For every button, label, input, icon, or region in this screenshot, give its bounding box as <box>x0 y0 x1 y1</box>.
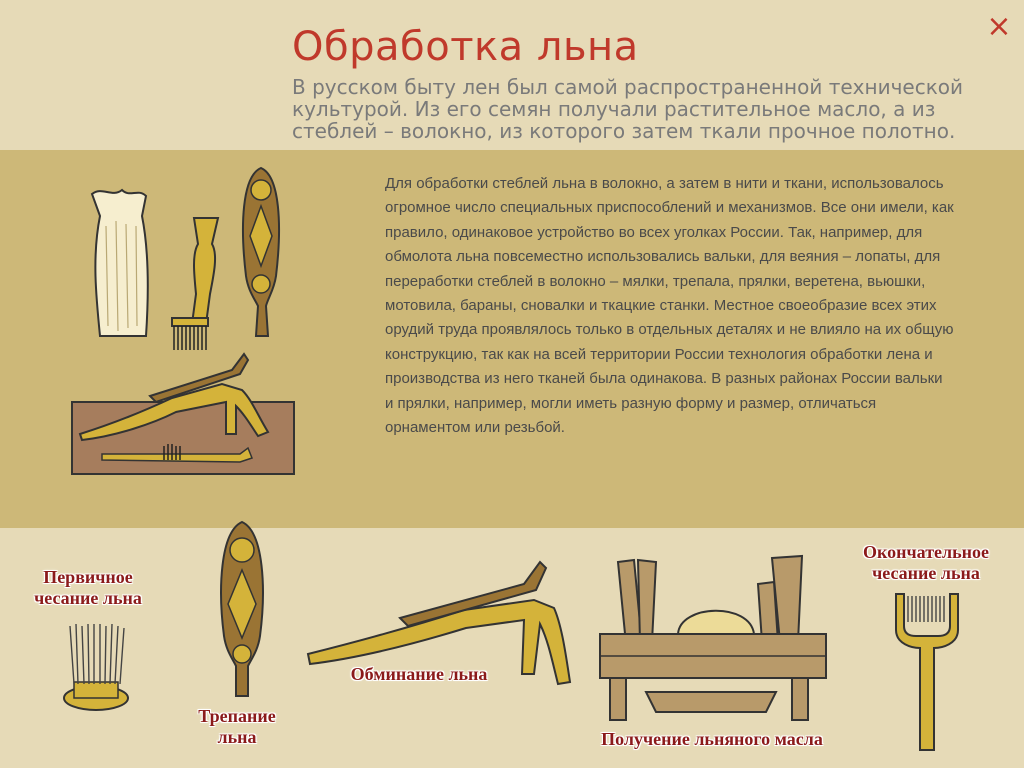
close-icon[interactable]: × <box>986 9 1012 44</box>
close-button[interactable] <box>984 9 1014 44</box>
flax-comb-icon <box>166 214 226 354</box>
label-final-combing: Окончательное чесание льна <box>863 542 989 583</box>
scutching-board-icon <box>236 166 286 342</box>
flax-brake-board-icon <box>72 350 296 476</box>
label-breaking: Обминание льна <box>350 664 488 684</box>
oil-press-icon <box>596 552 832 724</box>
page-title: Обработка льна <box>292 24 639 70</box>
page-subtitle: В русском быту лен был самой распространенной технической культурой. Из его семян получали растительное масло, а из стеблей – волокно, из которого затем ткали прочное полотно. <box>292 75 964 143</box>
label-oil-pressing: Получение льняного масла <box>601 729 823 749</box>
primary-comb-icon <box>60 622 132 714</box>
final-comb-icon <box>890 590 964 756</box>
flax-tow-icon <box>82 186 162 346</box>
scutching-tool-icon <box>214 520 270 700</box>
label-scutching: Трепание льна <box>198 706 276 747</box>
main-text: Для обработки стеблей льна в волокно, а затем в нити и ткани, использовалось огромное число специальных приспособлений и механизмов. Все они имели, как правило, одинаковое устройство во всех уголках России. Так, например, для обмолота льна повсеместно использовались вальки, для веяния – лопаты, для переработки стеблей в волокно – мялки, трепала, прялки, веретена, вьюшки, мотовила, бараны, сновалки и ткацкие станки. Местное своеобразие всех этих орудий труда проявлялось только в отдельных деталях и не влияло на их общую конструкцию, так как на всей территории России технология обработки лена и производства из него тканей была одинакова. В разных районах России вальки и прялки, например, могли иметь разную форму и размер, отличаться орнаментом или резьбой. <box>385 175 954 437</box>
label-primary-combing: Первичное чесание льна <box>34 567 142 608</box>
